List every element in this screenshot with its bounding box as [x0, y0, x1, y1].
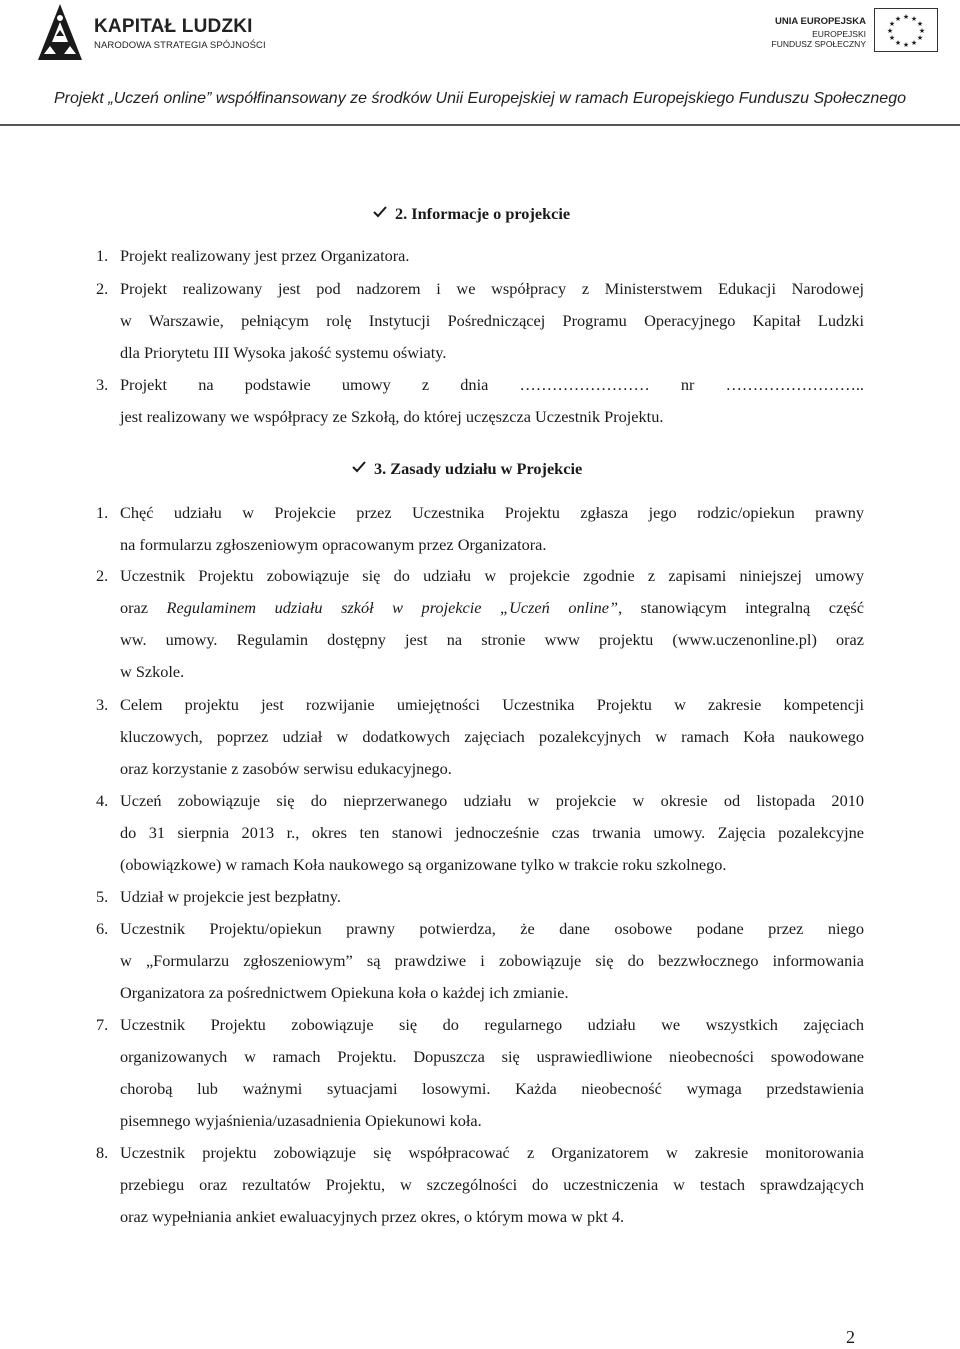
- svg-text:★: ★: [894, 39, 902, 47]
- item-line: w Szkole.: [120, 662, 185, 681]
- eu-logo-line1: UNIA EUROPEJSKA: [775, 16, 866, 27]
- item-line: Projekt na podstawie umowy z dnia …………………… nr ……………………..: [120, 375, 864, 394]
- svg-text:★: ★: [886, 27, 894, 35]
- checkmark-bullet-icon: [373, 204, 387, 224]
- section-2-title-text: 2. Informacje o projekcie: [395, 204, 571, 223]
- checkmark-bullet-icon: [352, 459, 366, 479]
- item-line: oraz korzystanie z zasobów serwisu edukacyjnego.: [120, 759, 452, 778]
- item-number: 2.: [96, 279, 109, 298]
- item-line: organizowanych w ramach Projektu. Dopuszcza się usprawiedliwione nieobecności spowodowane: [120, 1047, 864, 1066]
- eu-logo-line2: EUROPEJSKI: [812, 29, 866, 39]
- item-number: 5.: [96, 887, 109, 906]
- item-number: 8.: [96, 1143, 109, 1162]
- item-line: na formularzu zgłoszeniowym opracowanym przez Organizatora.: [120, 535, 547, 554]
- item-line: Celem projektu jest rozwijanie umiejętności Uczestnika Projektu w zakresie kompetencji: [120, 695, 864, 714]
- item-number: 1.: [96, 246, 109, 265]
- item-line-with-italic: oraz Regulaminem udziału szkół w projekcie „Uczeń online”, stanowiącym integralną część: [120, 598, 864, 617]
- eu-logo-lines: [772, 29, 866, 49]
- item-line: Organizatora za pośrednictwem Opiekuna koła o każdej ich zmianie.: [120, 983, 569, 1002]
- item-number: 4.: [96, 791, 109, 810]
- svg-text:★: ★: [902, 13, 910, 21]
- eu-logo-line3: FUNDUSZ SPOŁECZNY: [771, 39, 866, 49]
- item-line: Projekt realizowany jest przez Organizatora.: [120, 246, 410, 265]
- svg-text:★: ★: [888, 20, 896, 28]
- item-line: jest realizowany we współpracy ze Szkołą, do której uczęszcza Uczestnik Projektu.: [120, 407, 664, 426]
- project-cofinancing-line: Projekt „Uczeń online” współfinansowany ze środków Unii Europejskiej w ramach Europejskiego Funduszu Społecznego: [54, 90, 906, 107]
- item-line: oraz wypełniania ankiet ewaluacyjnych przez okres, o którym mowa w pkt 4.: [120, 1207, 625, 1226]
- item-number: 3.: [96, 695, 109, 714]
- item-line: ww. umowy. Regulamin dostępny jest na stronie www projektu (www.uczenonline.pl) oraz: [120, 630, 864, 649]
- item-line: Uczestnik Projektu zobowiązuje się do regularnego udziału we wszystkich zajęciach: [120, 1015, 864, 1034]
- eu-flag-icon: [874, 8, 938, 52]
- logo-left-name: KAPITAŁ LUDZKI: [94, 16, 253, 37]
- item-line: Uczestnik projektu zobowiązuje się współpracować z Organizatorem w zakresie monitorowania: [120, 1143, 864, 1162]
- svg-text:★: ★: [916, 34, 924, 42]
- svg-text:★: ★: [894, 15, 902, 23]
- item-number: 1.: [96, 503, 109, 522]
- svg-text:★: ★: [916, 20, 924, 28]
- item-number: 2.: [96, 566, 109, 585]
- eu-logo: [738, 6, 938, 56]
- svg-text:★: ★: [910, 15, 918, 23]
- item-line: Udział w projekcie jest bezpłatny.: [120, 887, 341, 906]
- item-number: 6.: [96, 919, 109, 938]
- page-number: 2: [846, 1327, 855, 1347]
- item-number: 3.: [96, 375, 109, 394]
- section-3-title: [352, 459, 582, 479]
- item-line: dla Priorytetu III Wysoka jakość systemu oświaty.: [120, 343, 447, 362]
- item-line: w Warszawie, pełniącym rolę Instytucji Pośredniczącej Programu Operacyjnego Kapitał Ludzki: [120, 311, 864, 330]
- item-line: pisemnego wyjaśnienia/uzasadnienia Opiekunowi koła.: [120, 1111, 482, 1130]
- section-2-title: [373, 204, 570, 224]
- item-line: kluczowych, poprzez udział w dodatkowych zajęciach pozalekcyjnych w ramach Koła naukowego: [120, 727, 864, 746]
- page-header: [0, 0, 960, 126]
- item-line: Uczeń zobowiązuje się do nieprzerwanego udziału w projekcie w okresie od listopada 2010: [120, 791, 864, 810]
- svg-text:★: ★: [902, 41, 910, 49]
- item-line: (obowiązkowe) w ramach Koła naukowego są organizowane tylko w trakcie roku szkolnego.: [120, 855, 727, 874]
- section-3-title-text: 3. Zasady udziału w Projekcie: [374, 459, 583, 478]
- item-line: Chęć udziału w Projekcie przez Uczestnika Projektu zgłasza jego rodzic/opiekun prawny: [120, 503, 864, 522]
- svg-text:★: ★: [888, 34, 896, 42]
- item-line: w „Formularzu zgłoszeniowym” są prawdziwe i zobowiązuje się do bezzwłocznego informowania: [120, 951, 864, 970]
- logo-left-subtitle: NARODOWA STRATEGIA SPÓJNOŚCI: [94, 40, 266, 51]
- item-line: przebiegu oraz rezultatów Projektu, w szczególności do uczestniczenia w testach sprawdzających: [120, 1175, 864, 1194]
- item-line: do 31 sierpnia 2013 r., okres ten stanowi jednocześnie czas trwania umowy. Zajęcia pozalekcyjne: [120, 823, 864, 842]
- item-line: Uczestnik Projektu/opiekun prawny potwierdza, że dane osobowe podane przez niego: [120, 919, 864, 938]
- header-divider: [0, 124, 960, 126]
- item-line: Uczestnik Projektu zobowiązuje się do udziału w projekcie zgodnie z zapisami niniejszej umowy: [120, 566, 864, 585]
- item-line: Projekt realizowany jest pod nadzorem i we współpracy z Ministerstwem Edukacji Narodowej: [120, 279, 864, 298]
- kapital-ludzki-logo: [34, 2, 266, 64]
- item-line: chorobą lub ważnymi sytuacjami losowymi. Każda nieobecność wymaga przedstawienia: [120, 1079, 864, 1098]
- svg-text:★: ★: [918, 27, 926, 35]
- svg-text:★: ★: [910, 39, 918, 47]
- item-number: 7.: [96, 1015, 109, 1034]
- kapital-ludzki-emblem-icon: [34, 2, 86, 62]
